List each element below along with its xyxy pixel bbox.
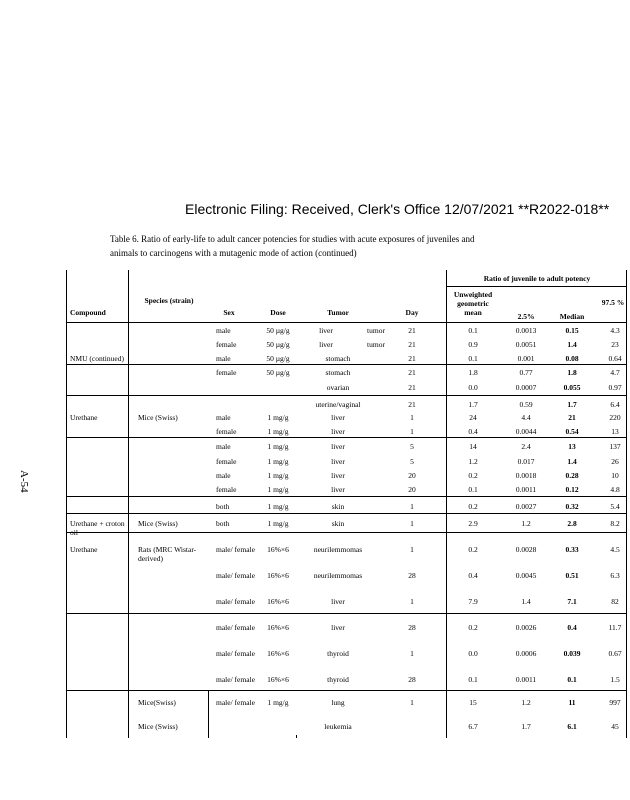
table-hline [66, 322, 626, 323]
cell-tumor: neurilemmomas [313, 571, 363, 580]
cell-p25: 0.77 [519, 368, 533, 377]
cell-tumor: liver [331, 427, 345, 436]
table-hline [66, 364, 626, 365]
cell-median: 0.12 [565, 485, 579, 494]
cell-p25: 0.0045 [515, 571, 537, 580]
cell-p25: 1.2 [521, 698, 531, 707]
header-species: Species (strain) [144, 296, 194, 305]
header-median: Median [559, 312, 585, 321]
cell-dose: 1 mg/g [267, 698, 289, 707]
header-geomean: Unweighted geometric mean [453, 290, 493, 317]
cell-dose: 1 mg/g [267, 485, 289, 494]
table-hline [66, 513, 626, 514]
table-vline [626, 270, 627, 738]
cell-geomean: 14 [469, 442, 477, 451]
cell-geomean: 0.9 [468, 340, 478, 349]
cell-p975: 137 [609, 442, 621, 451]
cell-dose: 1 mg/g [267, 413, 289, 422]
cell-median: 0.08 [565, 354, 579, 363]
cell-p25: 0.59 [519, 400, 533, 409]
cell-tumor: liver [331, 413, 345, 422]
cell-dose: 1 mg/g [267, 457, 289, 466]
cell-p25: 0.0011 [515, 675, 537, 684]
cell-p25: 0.0026 [515, 623, 537, 632]
cell-median: 11 [568, 698, 576, 707]
cell-geomean: 1.8 [468, 368, 478, 377]
cell-median: 0.33 [565, 545, 579, 554]
cell-day: 1 [410, 413, 414, 422]
cell-tumor: liver [319, 340, 333, 349]
cell-tumor: stomach [325, 354, 351, 363]
cell-dose: 16%×6 [267, 649, 289, 658]
cell-geomean: 2.9 [468, 519, 478, 528]
cell-tumor: neurilemmomas [313, 545, 363, 554]
cell-p25: 0.0018 [515, 471, 537, 480]
cell-species: Mice (Swiss) [138, 519, 178, 528]
cell-p25: 0.017 [517, 457, 535, 466]
cell-p975: 13 [611, 427, 619, 436]
cell-tumor: skin [331, 519, 345, 528]
table-vline [128, 270, 129, 738]
cell-p975: 0.67 [608, 649, 622, 658]
cell-p975: 5.4 [610, 502, 620, 511]
cell-geomean: 0.1 [468, 354, 478, 363]
cell-p25: 0.0027 [515, 502, 537, 511]
cell-dose: 1 mg/g [267, 471, 289, 480]
cell-species: Rats (MRC Wistar-derived) [138, 545, 197, 563]
cell-day: 1 [410, 427, 414, 436]
cell-sex: male/ female [216, 698, 255, 707]
cell-day: 5 [410, 457, 414, 466]
header-p25: 2.5% [517, 312, 535, 321]
cell-p975: 8.2 [610, 519, 620, 528]
cell-compound: Urethane [70, 545, 98, 554]
cell-p25: 0.0007 [515, 383, 537, 392]
cell-sex: male [216, 471, 231, 480]
cell-median: 0.039 [563, 649, 581, 658]
cell-median: 1.7 [567, 400, 577, 409]
page-number: A-54 [18, 470, 30, 493]
cell-sex: male [216, 326, 231, 335]
header-sex: Sex [223, 308, 235, 317]
cell-sex: male [216, 354, 231, 363]
cell-dose: 16%×6 [267, 623, 289, 632]
table-caption-line2: animals to carcinogens with a mutagenic mode of action (continued) [110, 248, 357, 258]
table-hline [66, 496, 626, 497]
cell-dose: 1 mg/g [267, 502, 289, 511]
cell-geomean: 0.0 [468, 649, 478, 658]
cell-dose: 1 mg/g [267, 442, 289, 451]
cell-tumor: liver [331, 485, 345, 494]
cell-day: 1 [410, 502, 414, 511]
table-hline [66, 395, 626, 396]
cell-day: 21 [408, 326, 416, 335]
header-p975: 97.5 % [601, 298, 625, 307]
cell-median: 2.8 [567, 519, 577, 528]
cell-geomean: 0.2 [468, 545, 478, 554]
cell-p975: 82 [611, 597, 619, 606]
cell-species: Mice (Swiss) [138, 413, 178, 422]
cell-tumor: leukemia [324, 722, 352, 731]
cell-median: 1.4 [567, 457, 577, 466]
cell-dose: 16%×6 [267, 545, 289, 554]
cell-day: 5 [410, 442, 414, 451]
cell-sex: male/ female [216, 597, 255, 606]
cell-p975: 23 [611, 340, 619, 349]
table-vline [446, 270, 447, 738]
cell-day: 21 [408, 368, 416, 377]
cell-median: 0.1 [567, 675, 577, 684]
table-vline [208, 690, 209, 738]
cell-compound: NMU (continued) [70, 354, 124, 363]
cell-geomean: 0.4 [468, 427, 478, 436]
cell-median: 0.54 [565, 427, 579, 436]
cell-tumor: lung [331, 698, 345, 707]
cell-sex: male/ female [216, 623, 255, 632]
filing-stamp: Electronic Filing: Received, Clerk's Office 12/07/2021 **R2022-018** [185, 201, 610, 217]
cell-tumor: liver [331, 623, 345, 632]
cell-geomean: 0.1 [468, 326, 478, 335]
cell-p975: 4.8 [610, 485, 620, 494]
cell-sex: male/ female [216, 649, 255, 658]
cell-median: 0.15 [565, 326, 579, 335]
cell-species: Mice (Swiss) [138, 722, 178, 731]
cell-sex: male [216, 413, 231, 422]
header-tumor: Tumor [327, 308, 349, 317]
cell-p975: 0.64 [608, 354, 622, 363]
cell-tumor: uterine/vaginal [315, 400, 361, 409]
cell-median: 0.055 [563, 383, 581, 392]
table-hline [206, 437, 626, 438]
cell-geomean: 24 [469, 413, 477, 422]
cell-dose: 50 µg/g [266, 340, 290, 349]
cell-tumor: stomach [325, 368, 351, 377]
table-caption-line1: Table 6. Ratio of early-life to adult cancer potencies for studies with acute exposures of juveniles and [110, 234, 475, 244]
cell-geomean: 6.7 [468, 722, 478, 731]
cell-geomean: 1.2 [468, 457, 478, 466]
cell-p25: 1.2 [521, 519, 531, 528]
cell-p975: 11.7 [608, 623, 622, 632]
cell-geomean: 0.1 [468, 675, 478, 684]
cell-dose: 16%×6 [267, 675, 289, 684]
cell-p25: 4.4 [521, 413, 531, 422]
cell-tumor-suffix: tumor [367, 340, 385, 349]
cell-day: 21 [408, 400, 416, 409]
table-vline [296, 735, 297, 738]
cell-tumor: thyroid [327, 675, 349, 684]
cell-p975: 6.4 [610, 400, 620, 409]
cell-p25: 0.0013 [515, 326, 537, 335]
cell-p975: 4.7 [610, 368, 620, 377]
cell-tumor: liver [319, 326, 333, 335]
cell-p25: 2.4 [521, 442, 531, 451]
cell-day: 20 [408, 471, 416, 480]
header-day: Day [405, 308, 419, 317]
cell-p25: 1.4 [521, 597, 531, 606]
cell-dose: 50 µg/g [266, 354, 290, 363]
cell-median: 1.4 [567, 340, 577, 349]
cell-geomean: 1.7 [468, 400, 478, 409]
cell-median: 13 [568, 442, 576, 451]
cell-geomean: 0.2 [468, 502, 478, 511]
cell-sex: male [216, 442, 231, 451]
cell-geomean: 7.9 [468, 597, 478, 606]
table-hline [66, 613, 626, 614]
cell-dose: 16%×6 [267, 571, 289, 580]
cell-p25: 0.001 [517, 354, 535, 363]
cell-sex: female [216, 340, 237, 349]
cell-day: 21 [408, 383, 416, 392]
cell-day: 28 [408, 623, 416, 632]
cell-compound: Urethane + croton [70, 519, 125, 528]
cell-sex: male/ female [216, 675, 255, 684]
cell-p975: 220 [609, 413, 621, 422]
cell-median: 6.1 [567, 722, 577, 731]
cell-p975: 45 [611, 722, 619, 731]
table-hline [66, 532, 626, 533]
cell-median: 0.4 [567, 623, 577, 632]
cell-p25: 0.0044 [515, 427, 537, 436]
header-dose: Dose [270, 308, 286, 317]
cell-sex: male/ female [216, 571, 255, 580]
cell-median: 1.8 [567, 368, 577, 377]
cell-p25: 1.7 [521, 722, 531, 731]
cell-tumor: liver [331, 442, 345, 451]
cell-median: 21 [568, 413, 576, 422]
cell-median: 7.1 [567, 597, 577, 606]
cell-day: 1 [410, 597, 414, 606]
cell-tumor-suffix: tumor [367, 326, 385, 335]
table-vline [66, 270, 67, 738]
cell-sex: male/ female [216, 545, 255, 554]
cell-tumor: liver [331, 457, 345, 466]
cell-sex: both [216, 519, 230, 528]
cell-sex: female [216, 457, 237, 466]
cell-p975: 1.5 [610, 675, 620, 684]
cell-day: 1 [410, 649, 414, 658]
cell-day: 20 [408, 485, 416, 494]
cell-tumor: skin [331, 502, 345, 511]
cell-dose: 50 µg/g [266, 368, 290, 377]
cell-species: Mice(Swiss) [138, 698, 176, 707]
cell-p975: 10 [611, 471, 619, 480]
cell-tumor: ovarian [326, 383, 350, 392]
cell-tumor: thyroid [327, 649, 349, 658]
cell-sex: female [216, 485, 237, 494]
cell-median: 0.32 [565, 502, 579, 511]
cell-p25: 0.0028 [515, 545, 537, 554]
cell-day: 1 [410, 698, 414, 707]
cell-day: 1 [410, 519, 414, 528]
cell-p25: 0.0006 [515, 649, 537, 658]
cell-tumor: liver [331, 471, 345, 480]
cell-median: 0.28 [565, 471, 579, 480]
table-hline [66, 690, 626, 691]
cell-p975: 4.5 [610, 545, 620, 554]
table-hline [446, 286, 626, 287]
cell-sex: both [216, 502, 230, 511]
cell-dose: 16%×6 [267, 597, 289, 606]
cell-p975: 4.3 [610, 326, 620, 335]
cell-dose: 50 µg/g [266, 326, 290, 335]
header-compound: Compound [70, 308, 106, 317]
cell-day: 28 [408, 571, 416, 580]
cell-dose: 1 mg/g [267, 427, 289, 436]
cell-day: 21 [408, 340, 416, 349]
cell-tumor: liver [331, 597, 345, 606]
cell-geomean: 0.1 [468, 485, 478, 494]
cell-p25: 0.0051 [515, 340, 537, 349]
cell-geomean: 0.2 [468, 471, 478, 480]
cell-sex: female [216, 427, 237, 436]
cell-median: 0.51 [565, 571, 579, 580]
cell-geomean: 0.4 [468, 571, 478, 580]
cell-p975: 997 [609, 698, 621, 707]
cell-day: 28 [408, 675, 416, 684]
cell-p975: 26 [611, 457, 619, 466]
cell-geomean: 0.0 [468, 383, 478, 392]
cell-sex: female [216, 368, 237, 377]
cell-p25: 0.0011 [515, 485, 537, 494]
cell-day: 1 [410, 545, 414, 554]
cell-compound: Urethane [70, 413, 98, 422]
group-header: Ratio of juvenile to adult potency [483, 274, 591, 283]
cell-dose: 1 mg/g [267, 519, 289, 528]
cell-p975: 0.97 [608, 383, 622, 392]
cell-geomean: 15 [469, 698, 477, 707]
cell-geomean: 0.2 [468, 623, 478, 632]
cell-p975: 6.3 [610, 571, 620, 580]
cell-day: 21 [408, 354, 416, 363]
